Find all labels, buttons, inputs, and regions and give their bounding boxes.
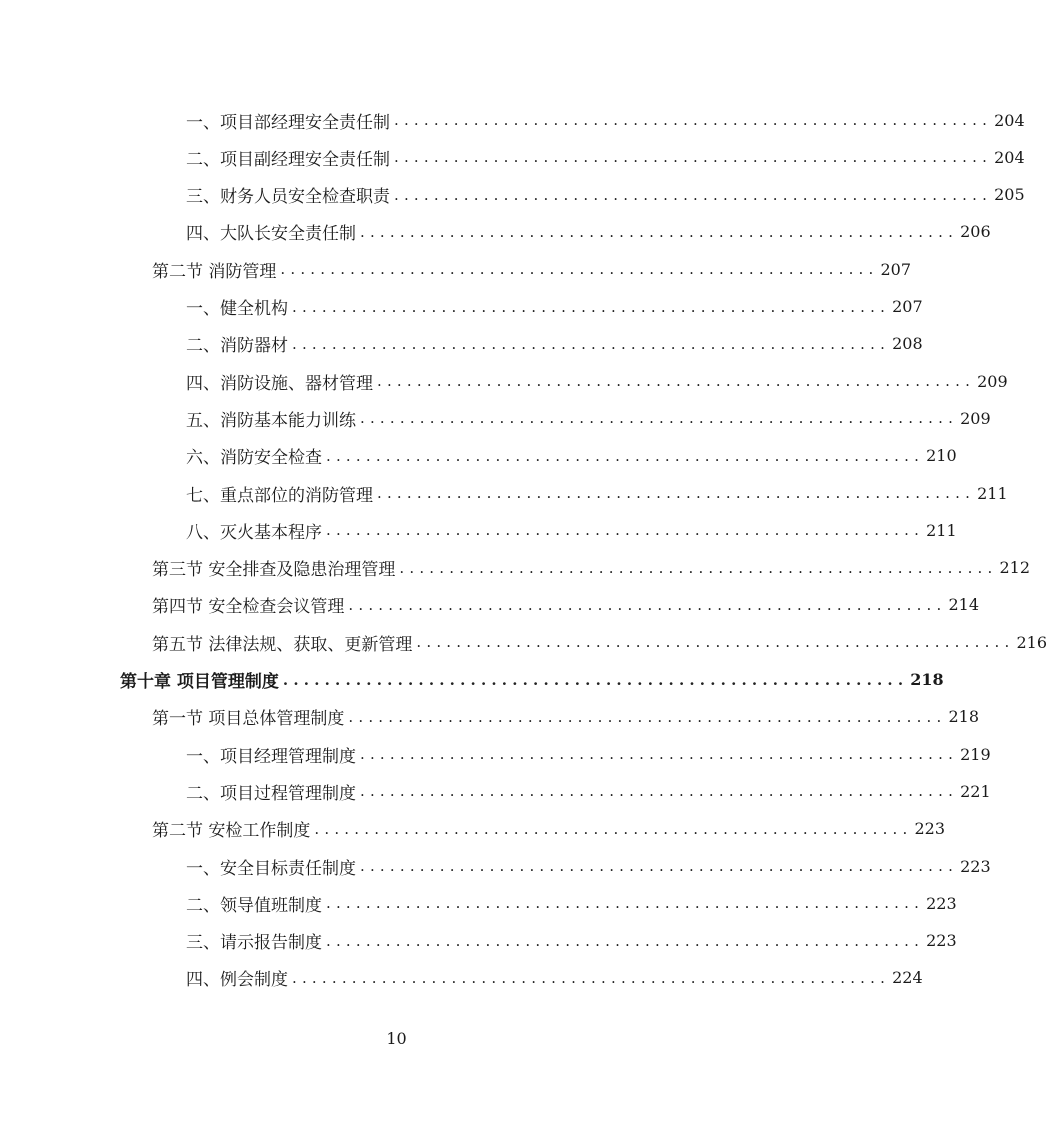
toc-entry-label: 一、项目经理管理制度 [186, 746, 356, 767]
toc-entry-page: 224 [892, 968, 923, 988]
toc-entry-page: 207 [880, 259, 912, 279]
toc-entry-item[interactable] [186, 180, 1025, 210]
toc-entry-label: 四、大队长安全责任制 [186, 224, 356, 245]
toc-entry-page: 223 [960, 856, 991, 876]
toc-entry-page: 209 [960, 408, 991, 428]
toc-entry-section[interactable] [152, 590, 980, 620]
toc-entry-item[interactable] [186, 851, 991, 881]
toc-entry-item[interactable] [186, 888, 957, 918]
toc-entry-item[interactable] [186, 292, 923, 322]
toc-entry-label: 二、项目副经理安全责任制 [186, 149, 390, 170]
toc-dot-leader: ............................................................ [360, 222, 959, 241]
toc-entry-page: 212 [999, 558, 1031, 578]
toc-entry-page: 214 [948, 595, 980, 615]
toc-dot-leader: ............................................................ [292, 334, 891, 353]
toc-entry-label: 七、重点部位的消防管理 [186, 485, 373, 506]
toc-dot-leader: ............................................................ [348, 707, 947, 726]
toc-entry-section[interactable] [152, 702, 980, 732]
toc-entry-label: 第五节 法律法规、获取、更新管理 [152, 634, 413, 655]
toc-entry-page: 206 [960, 222, 991, 242]
toc-dot-leader: ............................................................ [377, 484, 976, 502]
toc-entry-label: 二、项目过程管理制度 [186, 783, 356, 804]
toc-dot-leader: ............................................................ [348, 595, 947, 614]
toc-entry-label: 一、健全机构 [186, 299, 288, 319]
toc-entry-label: 一、安全目标责任制度 [186, 858, 356, 879]
toc-entry-label: 第二节 消防管理 [152, 261, 277, 282]
toc-entry-item[interactable] [186, 478, 1008, 508]
toc-entry-chapter[interactable] [120, 665, 944, 695]
toc-entry-page: 223 [926, 893, 957, 913]
toc-dot-leader: ............................................................ [292, 968, 891, 987]
toc-entry-page: 223 [926, 931, 957, 951]
toc-entry-page: 216 [1016, 632, 1047, 652]
toc-entry-page: 219 [960, 744, 991, 764]
toc-dot-leader: ............................................................ [360, 409, 959, 428]
toc-entry-label: 二、消防器材 [186, 336, 288, 357]
toc-dot-leader: ............................................................ [394, 111, 993, 129]
toc-entry-page: 207 [892, 297, 923, 316]
toc-entry-label: 第三节 安全排查及隐患治理管理 [152, 560, 396, 581]
toc-dot-leader: ............................................................ [416, 633, 1015, 652]
toc-entry-label: 四、消防设施、器材管理 [186, 373, 373, 394]
toc-entry-item[interactable] [186, 329, 923, 359]
toc-entry-label: 一、项目部经理安全责任制 [186, 112, 390, 133]
toc-entry-page: 209 [977, 371, 1008, 391]
toc-entry-page: 223 [914, 819, 946, 839]
page-number: 10 [386, 1029, 407, 1048]
toc-entry-item[interactable] [186, 926, 957, 956]
toc-dot-leader: ............................................................ [292, 297, 891, 316]
toc-dot-leader: ............................................................ [314, 819, 913, 838]
toc-entry-page: 211 [926, 520, 957, 540]
toc-entry-label: 第十章 项目管理制度 [120, 672, 279, 692]
toc-entry-page: 211 [977, 483, 1008, 503]
toc-entry-page: 221 [960, 781, 991, 801]
toc-entry-item[interactable] [186, 142, 1025, 172]
toc-entry-page: 218 [910, 670, 944, 689]
toc-dot-leader: ............................................................ [326, 521, 925, 540]
toc-entry-section[interactable] [152, 254, 912, 284]
toc-entry-item[interactable] [186, 105, 1025, 135]
toc-entry-page: 204 [994, 147, 1025, 167]
toc-entry-page: 208 [892, 334, 923, 354]
toc-entry-item[interactable] [186, 515, 957, 545]
toc-entry-label: 三、财务人员安全检查职责 [186, 187, 390, 208]
toc-entry-section[interactable] [152, 627, 1047, 657]
toc-entry-item[interactable] [186, 739, 991, 769]
toc-dot-leader: ............................................................ [377, 372, 976, 391]
toc-entry-item[interactable] [186, 441, 957, 471]
toc-entry-label: 第二节 安检工作制度 [152, 821, 311, 842]
toc-entry-item[interactable] [186, 217, 991, 247]
toc-dot-leader: ............................................................ [326, 894, 925, 913]
toc-entry-page: 204 [994, 110, 1025, 130]
toc-entry-item[interactable] [186, 366, 1008, 396]
toc-entry-label: 八、灭火基本程序 [186, 522, 322, 543]
toc-dot-leader: ............................................................ [326, 446, 925, 465]
toc-entry-label: 第一节 项目总体管理制度 [152, 709, 345, 730]
toc-entry-label: 二、领导值班制度 [186, 895, 322, 916]
toc-entry-label: 第四节 安全检查会议管理 [152, 597, 345, 618]
toc-dot-leader: ............................................................ [280, 260, 879, 279]
toc-entry-page: 218 [948, 707, 980, 727]
toc-dot-leader: ............................................................ [399, 558, 998, 577]
toc-entry-label: 六、消防安全检查 [186, 448, 322, 469]
toc-dot-leader: ............................................................ [326, 931, 925, 950]
toc-dot-leader: ............................................................ [282, 670, 909, 689]
toc-dot-leader: ............................................................ [360, 745, 959, 764]
toc-entry-item[interactable] [186, 403, 991, 433]
toc-entry-item[interactable] [186, 776, 991, 806]
toc-entry-item[interactable] [186, 963, 923, 993]
toc-dot-leader: ............................................................ [394, 148, 993, 167]
toc-entry-label: 三、请示报告制度 [186, 933, 322, 954]
toc-entry-section[interactable] [152, 814, 946, 844]
toc-entry-label: 五、消防基本能力训练 [186, 410, 356, 431]
toc-dot-leader: ............................................................ [394, 185, 993, 204]
toc-dot-leader: ............................................................ [360, 782, 959, 801]
toc-entry-page: 205 [994, 185, 1025, 205]
toc-dot-leader: ............................................................ [360, 857, 959, 875]
toc-entry-label: 四、例会制度 [186, 970, 288, 991]
toc-entry-page: 210 [926, 446, 957, 466]
toc-entry-section[interactable] [152, 553, 1031, 583]
